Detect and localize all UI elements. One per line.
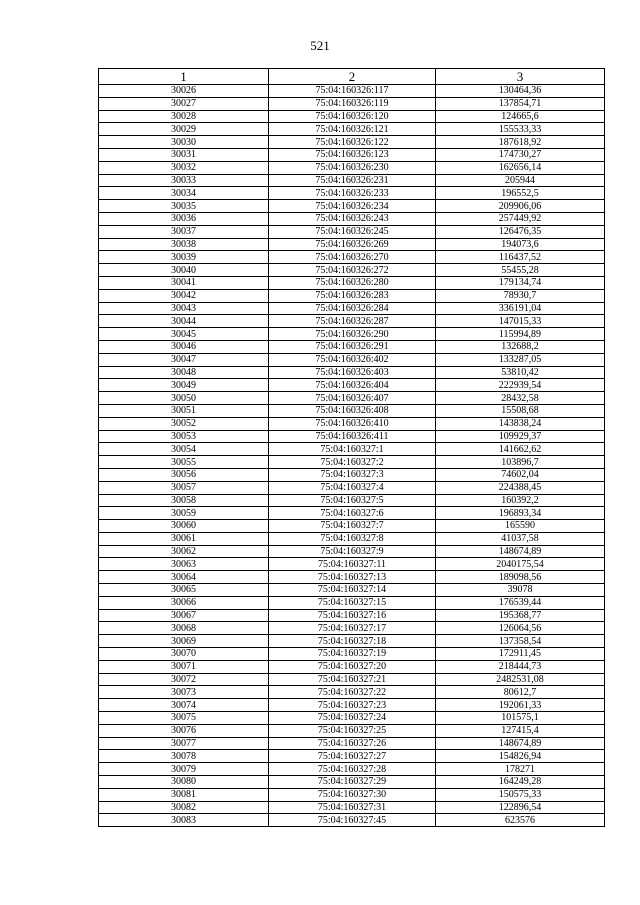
value-cell: 74602,04 [436, 468, 605, 481]
table-row [99, 136, 605, 149]
header-row [99, 69, 605, 85]
value-cell: 155533,33 [436, 123, 605, 136]
value-cell: 196893,34 [436, 507, 605, 520]
cadastral-number-cell: 75:04:160327:20 [269, 660, 436, 673]
value-cell: 150575,33 [436, 788, 605, 801]
cadastral-number-cell: 75:04:160326:403 [269, 366, 436, 379]
value-cell: 122896,54 [436, 801, 605, 814]
row-number-cell: 30078 [99, 750, 269, 763]
row-number-cell: 30074 [99, 699, 269, 712]
cadastral-number-cell: 75:04:160327:4 [269, 481, 436, 494]
row-number-cell: 30043 [99, 302, 269, 315]
table-row [99, 264, 605, 277]
column-header-3: 3 [436, 69, 605, 85]
table-row [99, 648, 605, 661]
table-row [99, 97, 605, 110]
row-number-cell: 30033 [99, 174, 269, 187]
cadastral-number-cell: 75:04:160327:3 [269, 468, 436, 481]
table-row [99, 532, 605, 545]
table-row [99, 85, 605, 98]
table-row [99, 468, 605, 481]
row-number-cell: 30032 [99, 161, 269, 174]
table-row [99, 379, 605, 392]
row-number-cell: 30050 [99, 392, 269, 405]
cadastral-number-cell: 75:04:160327:27 [269, 750, 436, 763]
value-cell: 109929,37 [436, 430, 605, 443]
row-number-cell: 30062 [99, 545, 269, 558]
table-row [99, 712, 605, 725]
value-cell: 148674,89 [436, 545, 605, 558]
value-cell: 178271 [436, 763, 605, 776]
table-row [99, 456, 605, 469]
cadastral-number-cell: 75:04:160326:402 [269, 353, 436, 366]
table-row [99, 686, 605, 699]
cadastral-number-cell: 75:04:160326:287 [269, 315, 436, 328]
cadastral-number-cell: 75:04:160326:117 [269, 85, 436, 98]
page-number: 521 [310, 38, 330, 53]
value-cell: 205944 [436, 174, 605, 187]
table-row [99, 481, 605, 494]
row-number-cell: 30031 [99, 148, 269, 161]
cadastral-number-cell: 75:04:160326:269 [269, 238, 436, 251]
value-cell: 224388,45 [436, 481, 605, 494]
table-row [99, 200, 605, 213]
value-cell: 165590 [436, 520, 605, 533]
data-table [98, 68, 605, 827]
value-cell: 176539,44 [436, 596, 605, 609]
row-number-cell: 30036 [99, 212, 269, 225]
value-cell: 187618,92 [436, 136, 605, 149]
row-number-cell: 30069 [99, 635, 269, 648]
row-number-cell: 30046 [99, 340, 269, 353]
value-cell: 179134,74 [436, 276, 605, 289]
row-number-cell: 30061 [99, 532, 269, 545]
row-number-cell: 30029 [99, 123, 269, 136]
table-row [99, 315, 605, 328]
row-number-cell: 30045 [99, 328, 269, 341]
value-cell: 160392,2 [436, 494, 605, 507]
table-row [99, 430, 605, 443]
row-number-cell: 30056 [99, 468, 269, 481]
cadastral-number-cell: 75:04:160326:270 [269, 251, 436, 264]
value-cell: 55455,28 [436, 264, 605, 277]
table-body [99, 85, 605, 827]
table-row [99, 161, 605, 174]
row-number-cell: 30077 [99, 737, 269, 750]
cadastral-number-cell: 75:04:160327:15 [269, 596, 436, 609]
table-row [99, 443, 605, 456]
cadastral-number-cell: 75:04:160326:290 [269, 328, 436, 341]
value-cell: 103896,7 [436, 456, 605, 469]
row-number-cell: 30052 [99, 417, 269, 430]
row-number-cell: 30027 [99, 97, 269, 110]
cadastral-number-cell: 75:04:160326:284 [269, 302, 436, 315]
row-number-cell: 30035 [99, 200, 269, 213]
table-row [99, 187, 605, 200]
row-number-cell: 30066 [99, 596, 269, 609]
cadastral-number-cell: 75:04:160326:283 [269, 289, 436, 302]
row-number-cell: 30070 [99, 648, 269, 661]
cadastral-number-cell: 75:04:160326:280 [269, 276, 436, 289]
table-row [99, 507, 605, 520]
cadastral-number-cell: 75:04:160326:122 [269, 136, 436, 149]
value-cell: 133287,05 [436, 353, 605, 366]
cadastral-number-cell: 75:04:160326:411 [269, 430, 436, 443]
row-number-cell: 30040 [99, 264, 269, 277]
column-header-2: 2 [269, 69, 436, 85]
row-number-cell: 30047 [99, 353, 269, 366]
value-cell: 101575,1 [436, 712, 605, 725]
row-number-cell: 30076 [99, 724, 269, 737]
value-cell: 124665,6 [436, 110, 605, 123]
table-row [99, 276, 605, 289]
value-cell: 196552,5 [436, 187, 605, 200]
cadastral-number-cell: 75:04:160327:16 [269, 609, 436, 622]
row-number-cell: 30071 [99, 660, 269, 673]
row-number-cell: 30065 [99, 584, 269, 597]
cadastral-number-cell: 75:04:160327:6 [269, 507, 436, 520]
cadastral-number-cell: 75:04:160326:119 [269, 97, 436, 110]
table-row [99, 520, 605, 533]
row-number-cell: 30034 [99, 187, 269, 200]
value-cell: 137358,54 [436, 635, 605, 648]
table-row [99, 609, 605, 622]
cadastral-number-cell: 75:04:160327:8 [269, 532, 436, 545]
value-cell: 336191,04 [436, 302, 605, 315]
value-cell: 209906,06 [436, 200, 605, 213]
cadastral-number-cell: 75:04:160327:7 [269, 520, 436, 533]
table-row [99, 558, 605, 571]
value-cell: 80612,7 [436, 686, 605, 699]
row-number-cell: 30037 [99, 225, 269, 238]
table-row [99, 212, 605, 225]
row-number-cell: 30079 [99, 763, 269, 776]
table-row [99, 353, 605, 366]
table-row [99, 392, 605, 405]
cadastral-number-cell: 75:04:160327:2 [269, 456, 436, 469]
cadastral-number-cell: 75:04:160326:234 [269, 200, 436, 213]
cadastral-number-cell: 75:04:160327:45 [269, 814, 436, 827]
value-cell: 623576 [436, 814, 605, 827]
value-cell: 164249,28 [436, 776, 605, 789]
cadastral-number-cell: 75:04:160326:408 [269, 404, 436, 417]
table-row [99, 763, 605, 776]
table-row [99, 622, 605, 635]
row-number-cell: 30048 [99, 366, 269, 379]
cadastral-number-cell: 75:04:160327:1 [269, 443, 436, 456]
row-number-cell: 30042 [99, 289, 269, 302]
row-number-cell: 30060 [99, 520, 269, 533]
value-cell: 154826,94 [436, 750, 605, 763]
table-row [99, 596, 605, 609]
row-number-cell: 30067 [99, 609, 269, 622]
row-number-cell: 30057 [99, 481, 269, 494]
table-row [99, 417, 605, 430]
value-cell: 126476,35 [436, 225, 605, 238]
table-row [99, 776, 605, 789]
cadastral-number-cell: 75:04:160326:407 [269, 392, 436, 405]
cadastral-number-cell: 75:04:160326:233 [269, 187, 436, 200]
row-number-cell: 30049 [99, 379, 269, 392]
table-row [99, 788, 605, 801]
row-number-cell: 30041 [99, 276, 269, 289]
table-row [99, 148, 605, 161]
cadastral-number-cell: 75:04:160327:9 [269, 545, 436, 558]
cadastral-number-cell: 75:04:160327:5 [269, 494, 436, 507]
value-cell: 174730,27 [436, 148, 605, 161]
table-row [99, 635, 605, 648]
value-cell: 39078 [436, 584, 605, 597]
cadastral-number-cell: 75:04:160326:123 [269, 148, 436, 161]
table-row [99, 584, 605, 597]
table-row [99, 660, 605, 673]
value-cell: 189098,56 [436, 571, 605, 584]
row-number-cell: 30068 [99, 622, 269, 635]
value-cell: 147015,33 [436, 315, 605, 328]
value-cell: 116437,52 [436, 251, 605, 264]
cadastral-number-cell: 75:04:160327:28 [269, 763, 436, 776]
cadastral-number-cell: 75:04:160326:404 [269, 379, 436, 392]
row-number-cell: 30055 [99, 456, 269, 469]
cadastral-number-cell: 75:04:160326:272 [269, 264, 436, 277]
cadastral-number-cell: 75:04:160327:26 [269, 737, 436, 750]
row-number-cell: 30026 [99, 85, 269, 98]
table-row [99, 737, 605, 750]
table-row [99, 750, 605, 763]
table-row [99, 238, 605, 251]
value-cell: 127415,4 [436, 724, 605, 737]
row-number-cell: 30083 [99, 814, 269, 827]
table-row [99, 545, 605, 558]
row-number-cell: 30058 [99, 494, 269, 507]
table-row [99, 328, 605, 341]
value-cell: 28432,58 [436, 392, 605, 405]
cadastral-number-cell: 75:04:160327:19 [269, 648, 436, 661]
cadastral-number-cell: 75:04:160327:14 [269, 584, 436, 597]
cadastral-number-cell: 75:04:160327:23 [269, 699, 436, 712]
cadastral-number-cell: 75:04:160327:31 [269, 801, 436, 814]
value-cell: 2040175,54 [436, 558, 605, 571]
row-number-cell: 30028 [99, 110, 269, 123]
value-cell: 137854,71 [436, 97, 605, 110]
table-row [99, 699, 605, 712]
row-number-cell: 30059 [99, 507, 269, 520]
value-cell: 141662,62 [436, 443, 605, 456]
table-row [99, 340, 605, 353]
table-row [99, 174, 605, 187]
cadastral-number-cell: 75:04:160327:25 [269, 724, 436, 737]
cadastral-number-cell: 75:04:160327:24 [269, 712, 436, 725]
cadastral-number-cell: 75:04:160327:18 [269, 635, 436, 648]
cadastral-number-cell: 75:04:160327:17 [269, 622, 436, 635]
cadastral-number-cell: 75:04:160326:245 [269, 225, 436, 238]
value-cell: 115994,89 [436, 328, 605, 341]
value-cell: 172911,45 [436, 648, 605, 661]
cadastral-number-cell: 75:04:160326:231 [269, 174, 436, 187]
row-number-cell: 30030 [99, 136, 269, 149]
table-row [99, 571, 605, 584]
cadastral-number-cell: 75:04:160327:11 [269, 558, 436, 571]
row-number-cell: 30081 [99, 788, 269, 801]
table-row [99, 110, 605, 123]
table-row [99, 225, 605, 238]
table-row [99, 404, 605, 417]
cadastral-number-cell: 75:04:160326:121 [269, 123, 436, 136]
value-cell: 143838,24 [436, 417, 605, 430]
value-cell: 53810,42 [436, 366, 605, 379]
value-cell: 132688,2 [436, 340, 605, 353]
row-number-cell: 30054 [99, 443, 269, 456]
value-cell: 195368,77 [436, 609, 605, 622]
value-cell: 218444,73 [436, 660, 605, 673]
table-row [99, 302, 605, 315]
value-cell: 162656,14 [436, 161, 605, 174]
row-number-cell: 30072 [99, 673, 269, 686]
row-number-cell: 30082 [99, 801, 269, 814]
cadastral-number-cell: 75:04:160326:291 [269, 340, 436, 353]
row-number-cell: 30063 [99, 558, 269, 571]
table-row [99, 123, 605, 136]
table-row [99, 289, 605, 302]
table-row [99, 801, 605, 814]
value-cell: 192061,33 [436, 699, 605, 712]
row-number-cell: 30038 [99, 238, 269, 251]
cadastral-number-cell: 75:04:160327:29 [269, 776, 436, 789]
table-row [99, 724, 605, 737]
row-number-cell: 30039 [99, 251, 269, 264]
table-row [99, 494, 605, 507]
cadastral-number-cell: 75:04:160326:120 [269, 110, 436, 123]
row-number-cell: 30073 [99, 686, 269, 699]
table-row [99, 366, 605, 379]
cadastral-number-cell: 75:04:160327:30 [269, 788, 436, 801]
value-cell: 194073,6 [436, 238, 605, 251]
value-cell: 2482531,08 [436, 673, 605, 686]
row-number-cell: 30051 [99, 404, 269, 417]
table-row [99, 673, 605, 686]
cadastral-number-cell: 75:04:160326:410 [269, 417, 436, 430]
value-cell: 41037,58 [436, 532, 605, 545]
value-cell: 222939,54 [436, 379, 605, 392]
row-number-cell: 30044 [99, 315, 269, 328]
value-cell: 15508,68 [436, 404, 605, 417]
value-cell: 78930,7 [436, 289, 605, 302]
cadastral-number-cell: 75:04:160327:21 [269, 673, 436, 686]
table-row [99, 814, 605, 827]
value-cell: 126064,56 [436, 622, 605, 635]
row-number-cell: 30064 [99, 571, 269, 584]
cadastral-number-cell: 75:04:160326:243 [269, 212, 436, 225]
value-cell: 257449,92 [436, 212, 605, 225]
row-number-cell: 30080 [99, 776, 269, 789]
cadastral-number-cell: 75:04:160326:230 [269, 161, 436, 174]
value-cell: 148674,89 [436, 737, 605, 750]
cadastral-number-cell: 75:04:160327:22 [269, 686, 436, 699]
column-header-1: 1 [99, 69, 269, 85]
row-number-cell: 30053 [99, 430, 269, 443]
row-number-cell: 30075 [99, 712, 269, 725]
value-cell: 130464,36 [436, 85, 605, 98]
cadastral-number-cell: 75:04:160327:13 [269, 571, 436, 584]
table-row [99, 251, 605, 264]
